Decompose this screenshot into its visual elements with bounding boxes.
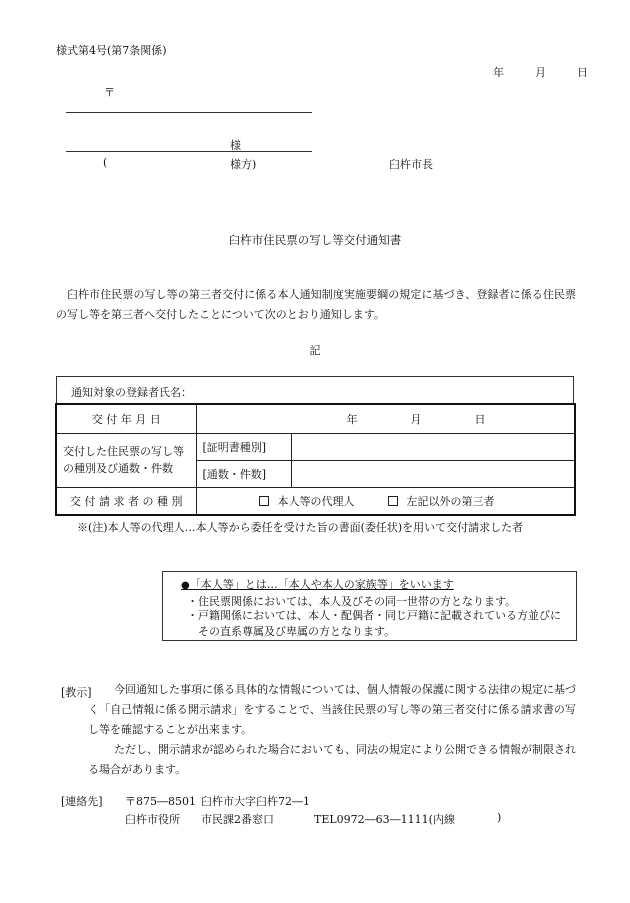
- definition-item-text: 戸籍関係においては、本人・配偶者・同じ戸籍に記載されている方並びにその直系尊属及び卑属の方となります。: [198, 609, 561, 638]
- delivery-date-value: [196, 405, 574, 433]
- contact-tel: TEL0972―63―1111(内線: [314, 813, 455, 826]
- contact-department: 市民課2番窓口: [201, 813, 274, 826]
- date-month-label: 月: [535, 66, 546, 79]
- definition-item: ・ 戸籍関係においては、本人・配偶者・同じ戸籍に記載されている方並びにその直系尊属及び卑属の方となります。: [187, 608, 571, 640]
- definition-box: [162, 571, 577, 641]
- agent-option-label: 本人等の代理人: [277, 494, 355, 508]
- cert-type-row: [57, 433, 574, 460]
- date-header: [493, 64, 588, 80]
- ki-mark: 記: [309, 344, 321, 357]
- recipient-line: [66, 151, 312, 152]
- contact-address: 臼杵市大字臼杵72―1: [201, 795, 310, 808]
- definition-heading-text: 「本人等」とは…「本人や本人の家族等」をいいます: [189, 578, 454, 591]
- definition-item: ・住民票関係においては、本人及びその同一世帯の方となります。: [187, 595, 517, 608]
- definition-heading: [181, 576, 454, 592]
- notice-label: [教示]: [61, 686, 92, 699]
- delivery-table: [55, 403, 576, 516]
- care-of-label: 様方): [230, 158, 257, 171]
- agent-checkbox[interactable]: [259, 496, 269, 506]
- contact-label: [連絡先]: [61, 795, 103, 808]
- count-value: [291, 460, 574, 487]
- document-title: 臼杵市住民票の写し等交付通知書: [228, 233, 402, 247]
- issuer: 臼杵市長: [389, 158, 433, 171]
- recipient-suffix: 様: [230, 139, 241, 152]
- care-of-open: (: [103, 156, 108, 169]
- type-count-label: 交付した住民票の写し等の種別及び通数・件数: [57, 433, 196, 487]
- third-party-option-label: 左記以外の第三者: [406, 494, 495, 508]
- delivery-date-month: 月: [410, 412, 422, 426]
- delivery-date-year: 年: [346, 412, 358, 426]
- cert-type-value: [291, 433, 574, 460]
- requester-type-label: 交 付 請 求 者 の 種 別: [57, 487, 196, 514]
- date-year-label: 年: [493, 66, 504, 79]
- contact-office: 臼杵市役所: [125, 813, 180, 826]
- address-line: [66, 112, 312, 113]
- third-party-checkbox[interactable]: [388, 496, 398, 506]
- notice-paragraph-1: 今回通知した事項に係る具体的な情報については、個人情報の保護に関する法律の規定に基づく「自己情報に係る開示請求」をすることで、当該住民票の写し等の第三者交付に係る請求書の写し等を確認することが出来ます。: [88, 683, 576, 736]
- cert-type-label: [証明書種別]: [196, 433, 291, 460]
- bullet-icon: ●: [181, 580, 190, 591]
- delivery-date-row: [57, 405, 574, 433]
- count-label: [通数・件数]: [196, 460, 291, 487]
- requester-type-row: [57, 487, 574, 514]
- registrant-row: [56, 376, 574, 403]
- postal-mark: 〒: [104, 86, 115, 99]
- registrant-label: 通知対象の登録者氏名：: [71, 386, 192, 399]
- notice-paragraph-2: ただし、開示請求が認められた場合においても、同法の規定により公開できる情報が制限される場合があります。: [88, 743, 576, 776]
- contact-tel-close: ): [497, 811, 502, 824]
- footnote: ※(注)本人等の代理人…本人等から委任を受けた旨の書面(委任状)を用いて交付請求した者: [77, 521, 524, 534]
- delivery-date-label: 交 付 年 月 日: [57, 405, 196, 433]
- contact-postal: 〒875―8501: [125, 795, 196, 808]
- date-day-label: 日: [577, 66, 588, 79]
- intro-paragraph: 臼杵市住民票の写し等の第三者交付に係る本人通知制度実施要綱の規定に基づき、登録者に係る住民票の写し等を第三者へ交付したことについて次のとおり通知します。: [56, 288, 576, 321]
- requester-type-options: [196, 487, 574, 514]
- form-id: 様式第4号(第7条関係): [56, 44, 167, 57]
- delivery-date-day: 日: [474, 412, 486, 426]
- definition-item-text: 住民票関係においては、本人及びその同一世帯の方となります。: [198, 595, 517, 608]
